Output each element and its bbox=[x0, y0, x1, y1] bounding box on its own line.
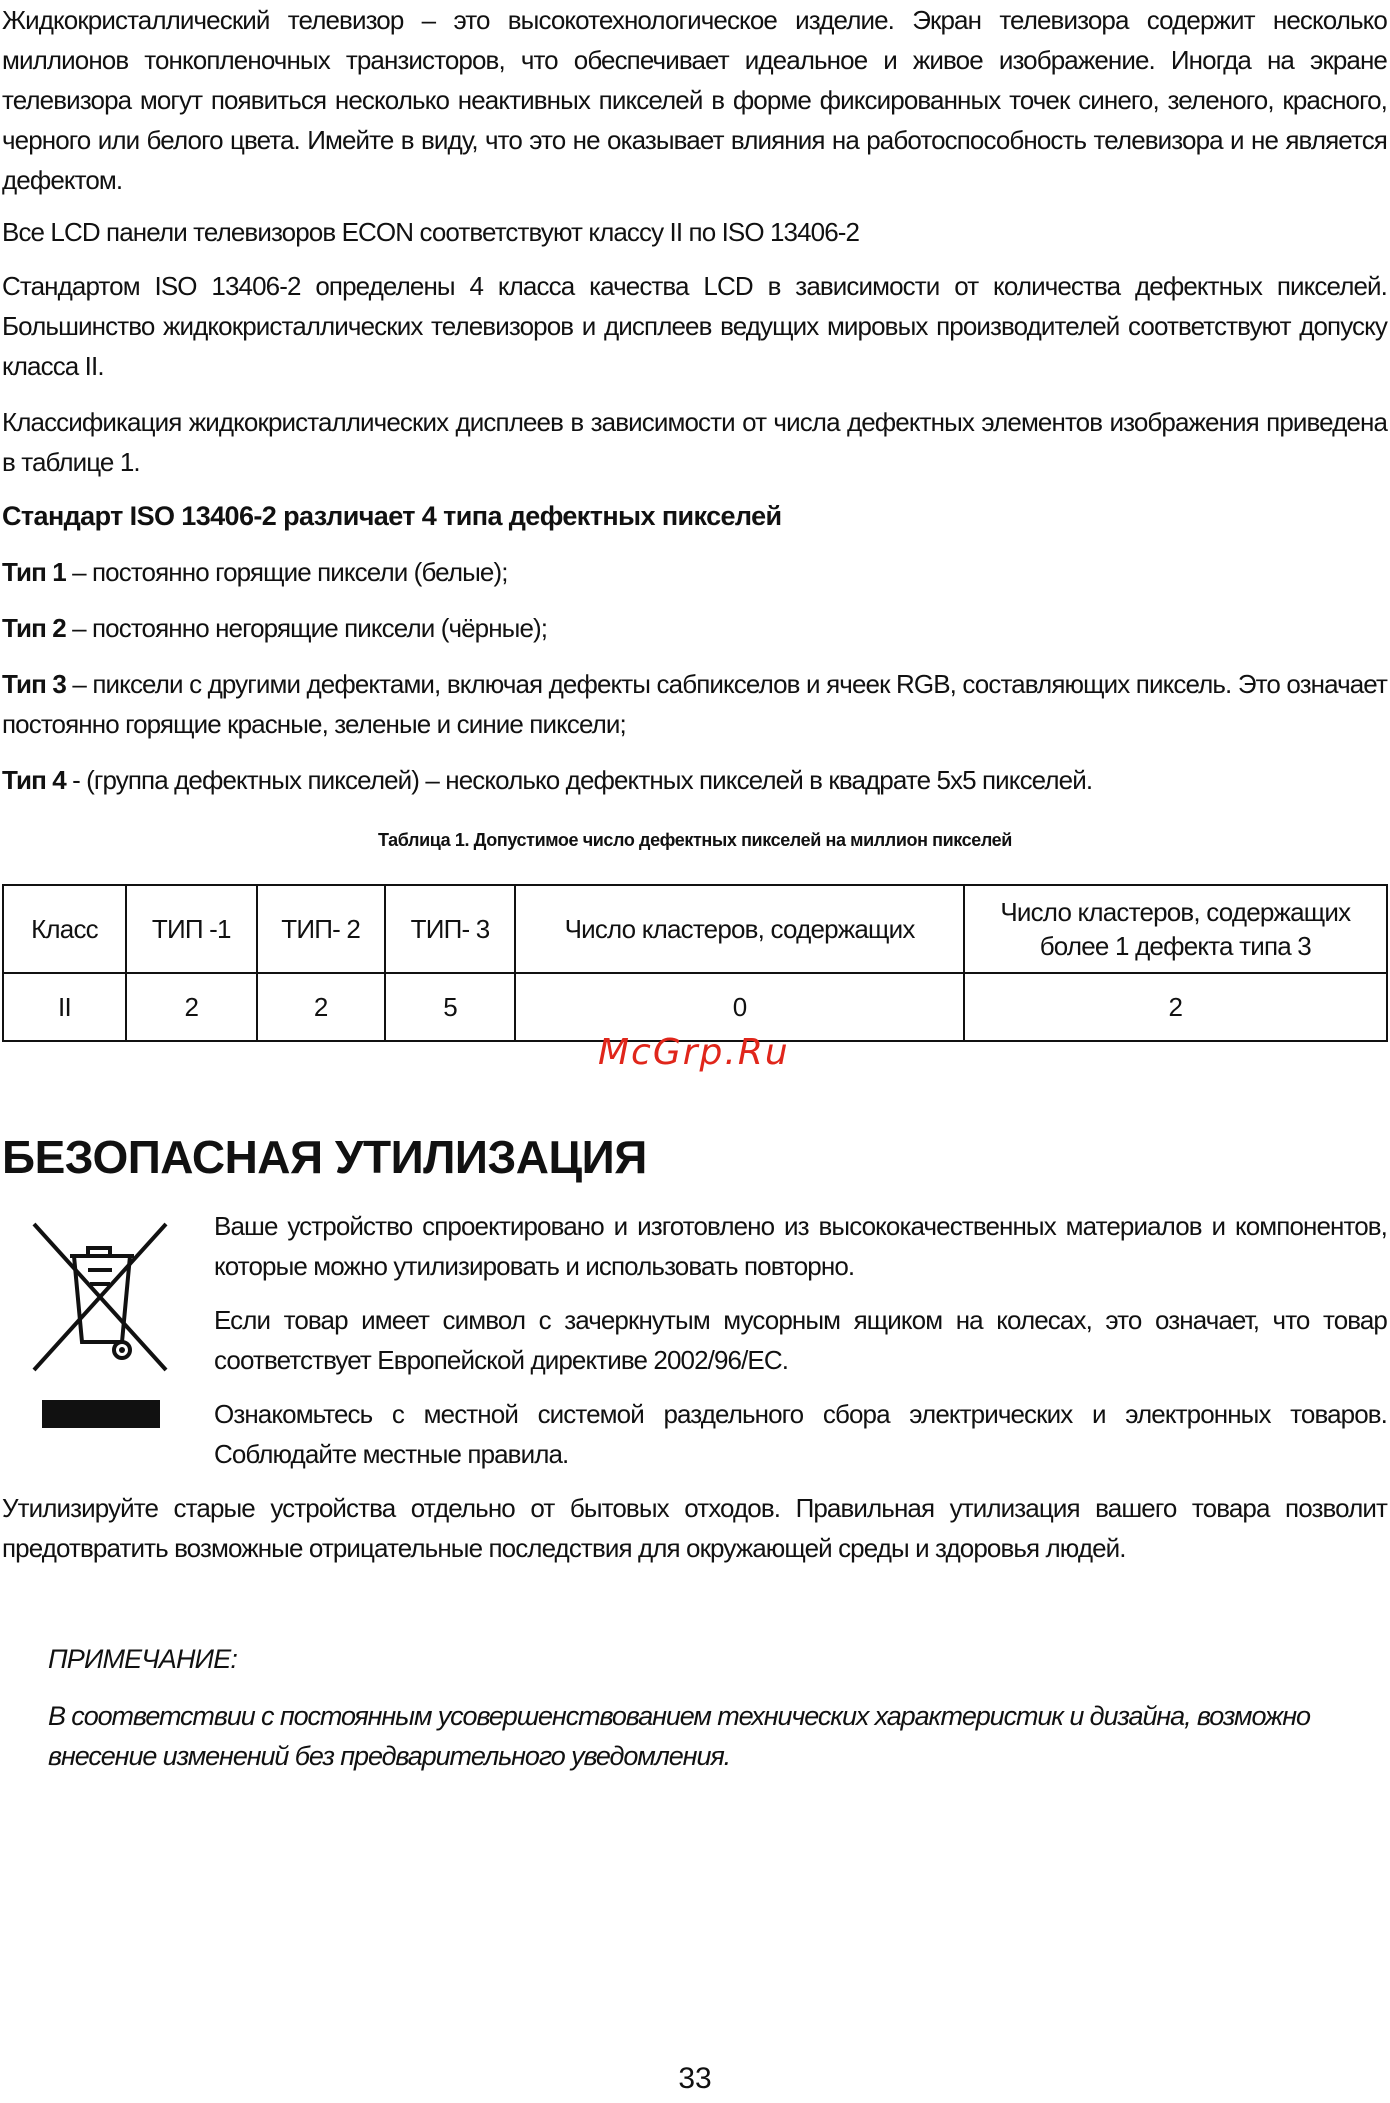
defect-type-label: Тип 2 bbox=[2, 613, 66, 643]
intro-paragraph-lcd: Жидкокристаллический телевизор – это высокотехнологическое изделие. Экран телевизора содержит несколько миллионов тонкопленочных транзисторов, что обеспечивает идеальное и живое изображение. Иногда на экране телевизора могут появиться несколько неактивных пикселей в форме фиксированных точек синего, зеленого, красного, черного или белого цвета. Имейте в виду, что это не оказывает влияния на работоспособность телевизора и не является дефектом. bbox=[2, 5, 1387, 195]
table-cell: 2 bbox=[964, 973, 1387, 1041]
defect-type-text: постоянно горящие пиксели (белые); bbox=[91, 557, 508, 587]
section-title: БЕЗОПАСНАЯ УТИЛИЗАЦИЯ bbox=[2, 1131, 647, 1183]
intro-paragraph-econ-class: Все LCD панели телевизоров ECON соответствуют классу II по ISO 13406-2 bbox=[2, 217, 860, 247]
table-header-cell: Класс bbox=[3, 885, 126, 973]
note-title: ПРИМЕЧАНИЕ: bbox=[48, 1644, 238, 1674]
table-cell: 2 bbox=[126, 973, 257, 1041]
defect-type-separator: - bbox=[65, 765, 87, 795]
table-header-cell: ТИП- 2 bbox=[257, 885, 385, 973]
note-text: В соответствии с постоянным усовершенствованием технических характеристик и дизайна, возможно внесение изменений без предварительного уведомления. bbox=[48, 1701, 1310, 1771]
table-row bbox=[3, 973, 1387, 1041]
disposal-paragraph-separate: Утилизируйте старые устройства отдельно от бытовых отходов. Правильная утилизация вашего товара позволит предотвратить возможные отрицательные последствия для окружающей среды и здоровья людей. bbox=[2, 1493, 1387, 1563]
defect-type-label: Тип 1 bbox=[2, 557, 66, 587]
disposal-paragraph-local: Ознакомьтесь с местной системой раздельного сбора электрических и электронных товаров. Соблюдайте местные правила. bbox=[214, 1399, 1387, 1469]
defect-type-text: постоянно негорящие пиксели (чёрные); bbox=[91, 613, 548, 643]
disposal-paragraph-directive: Если товар имеет символ с зачеркнутым мусорным ящиком на колесах, это означает, что товар соответствует Европейской директиве 2002/96/EC. bbox=[214, 1305, 1387, 1375]
intro-paragraph-iso-classes: Стандартом ISO 13406-2 определены 4 класса качества LCD в зависимости от количества дефектных пикселей. Большинство жидкокристаллических телевизоров и дисплеев ведущих мировых производителей соответствуют допуску класса II. bbox=[2, 271, 1387, 381]
defect-types-heading: Стандарт ISO 13406-2 различает 4 типа дефектных пикселей bbox=[2, 501, 782, 531]
table-header-cell: Число кластеров, содержащих bbox=[515, 885, 963, 973]
table-cell: 2 bbox=[257, 973, 385, 1041]
defect-type-separator: – bbox=[65, 557, 92, 587]
defect-type-item bbox=[2, 552, 1387, 592]
disposal-paragraph-materials: Ваше устройство спроектировано и изготовлено из высококачественных материалов и компонентов, которые можно утилизировать и использовать повторно. bbox=[214, 1211, 1387, 1281]
defect-type-separator: – bbox=[65, 613, 92, 643]
defect-pixels-table bbox=[2, 884, 1388, 1042]
defect-type-separator: – bbox=[65, 669, 93, 699]
defect-type-item bbox=[2, 664, 1387, 744]
watermark: McGrp.Ru bbox=[598, 1032, 790, 1073]
defect-type-label: Тип 3 bbox=[2, 669, 66, 699]
defect-type-item bbox=[2, 608, 1387, 648]
table-cell: 0 bbox=[515, 973, 963, 1041]
crossed-wheelie-bin-icon bbox=[30, 1222, 170, 1372]
defect-type-text: пиксели с другими дефектами, включая дефекты сабпикселов и ячеек RGB, составляющих пиксель. Это означает постоянно горящие красные, зеленые и синие пиксели; bbox=[2, 669, 1387, 739]
intro-paragraph-classification: Классификация жидкокристаллических дисплеев в зависимости от числа дефектных элементов изображения приведена в таблице 1. bbox=[2, 407, 1387, 477]
table-header-cell: Число кластеров, содержащих более 1 дефекта типа 3 bbox=[964, 885, 1387, 973]
table-header-cell: ТИП -1 bbox=[126, 885, 257, 973]
table-cell: II bbox=[3, 973, 126, 1041]
table-header-row bbox=[3, 885, 1387, 973]
disposal-marking-bar bbox=[42, 1400, 160, 1428]
table-cell: 5 bbox=[385, 973, 516, 1041]
table-header-cell: ТИП- 3 bbox=[385, 885, 516, 973]
defect-type-label: Тип 4 bbox=[2, 765, 66, 795]
defect-type-text: (группа дефектных пикселей) – несколько дефектных пикселей в квадрате 5х5 пикселей. bbox=[86, 765, 1093, 795]
page-number: 33 bbox=[678, 2062, 712, 2095]
table-caption: Таблица 1. Допустимое число дефектных пикселей на миллион пикселей bbox=[378, 830, 1012, 850]
defect-type-item bbox=[2, 760, 1387, 800]
